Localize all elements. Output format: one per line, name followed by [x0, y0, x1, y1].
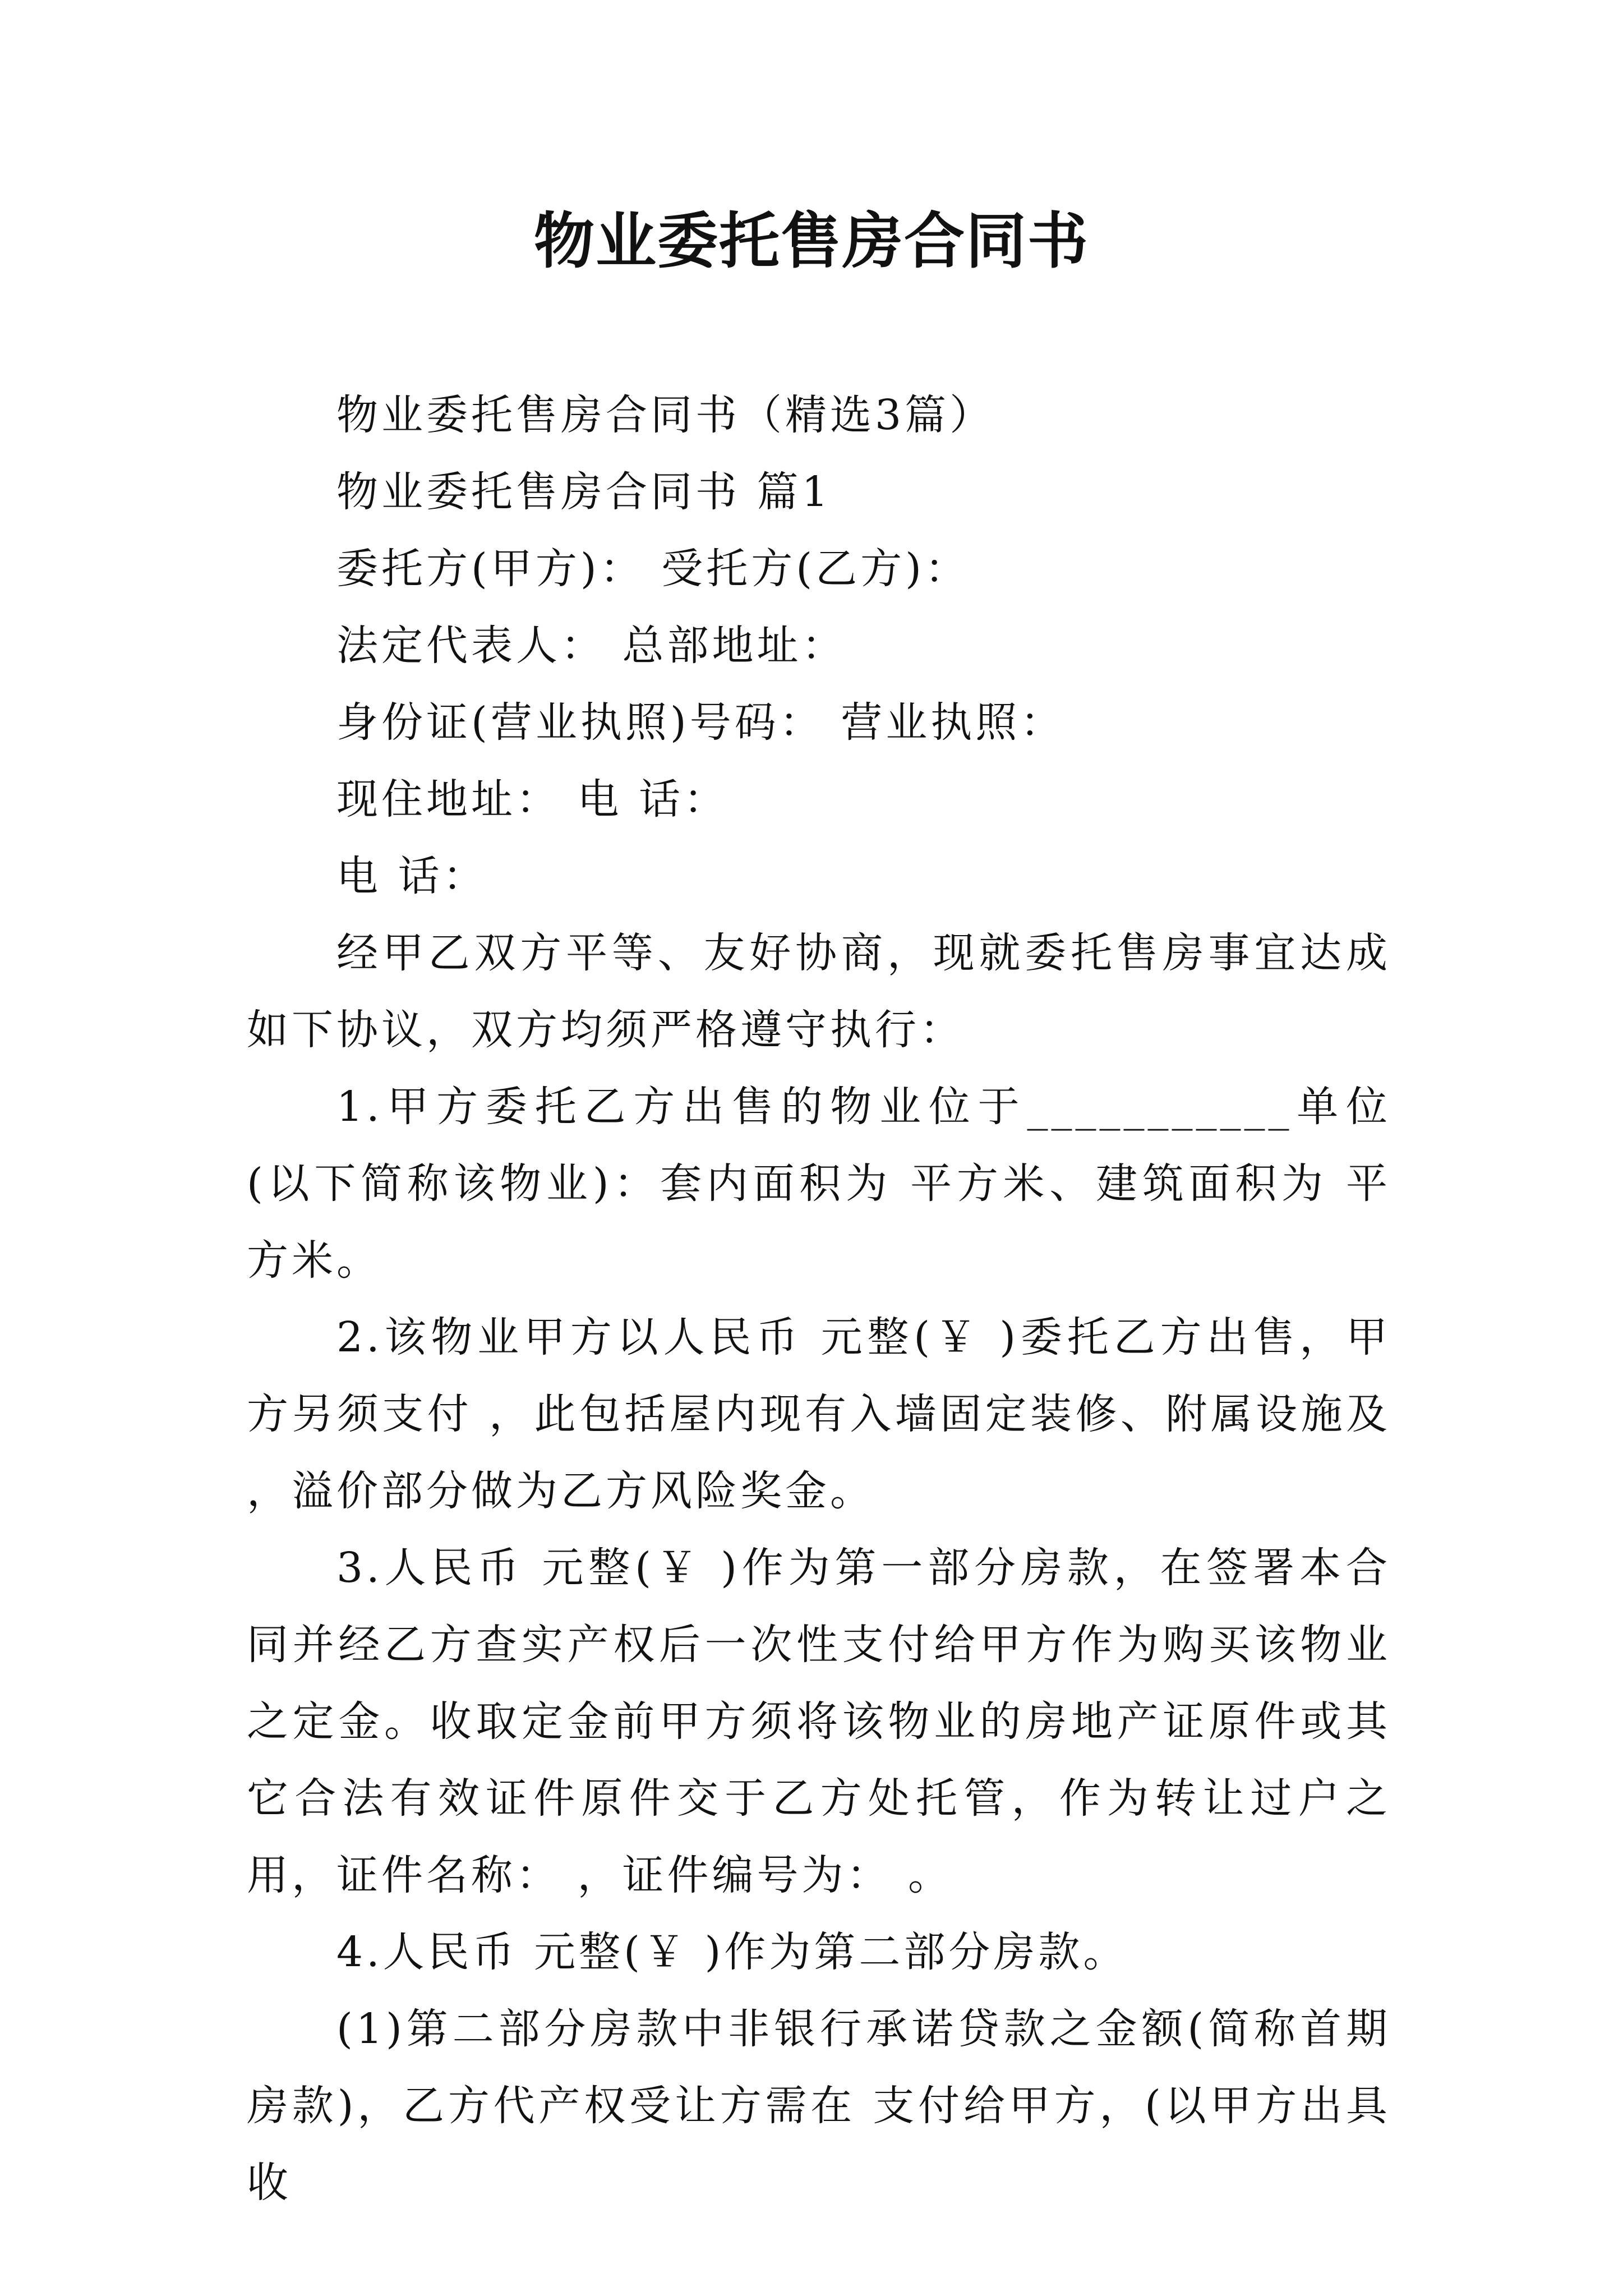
paragraph-clause-4-1: (1)第二部分房款中非银行承诺贷款之金额(简称首期房款)，乙方代产权受让方需在 支付给甲方，(以甲方出具收: [247, 2005, 1391, 2207]
paragraph-section-heading: 物业委托售房合同书 篇1: [336, 468, 832, 516]
paragraph-subtitle: 物业委托售房合同书（精选3篇）: [336, 391, 995, 439]
paragraph-clause-3: 3.人民币 元整(￥ )作为第一部分房款，在签署本合同并经乙方查实产权后一次性支付给甲方作为购买该物业之定金。收取定金前甲方须将该物业的房地产证原件或其它合法有效证件原件交于乙方处托管，作为转让过户之用，证件名称： ，证件编号为： 。: [247, 1544, 1391, 1899]
paragraph-preamble: 经甲乙双方平等、友好协商，现就委托售房事宜达成如下协议，双方均须严格遵守执行：: [247, 929, 1391, 1054]
paragraph-clause-2: 2.该物业甲方以人民币 元整(￥ )委托乙方出售，甲方另须支付 ，此包括屋内现有入墙固定装修、附属设施及 ，溢价部分做为乙方风险奖金。: [247, 1313, 1391, 1515]
paragraph-parties: 委托方(甲方)： 受托方(乙方)：: [336, 545, 970, 593]
document-title: 物业委托售房合同书: [533, 206, 1089, 277]
document-body: [247, 377, 1391, 2221]
paragraph-clause-4: 4.人民币 元整(￥ )作为第二部分房款。: [336, 1928, 1128, 1976]
paragraph-phone: 电 话：: [336, 852, 488, 900]
paragraph-id-number: 身份证(营业执照)号码： 营业执照：: [336, 698, 1066, 747]
paragraph-clause-1: 1.甲方委托乙方出售的物业位于___________单位 (以下简称该物业)：套内面积为 平方米、建筑面积为 平方米。: [247, 1083, 1391, 1285]
paragraph-address: 现住地址： 电 话：: [336, 775, 729, 823]
paragraph-representative: 法定代表人： 总部地址：: [336, 622, 847, 670]
